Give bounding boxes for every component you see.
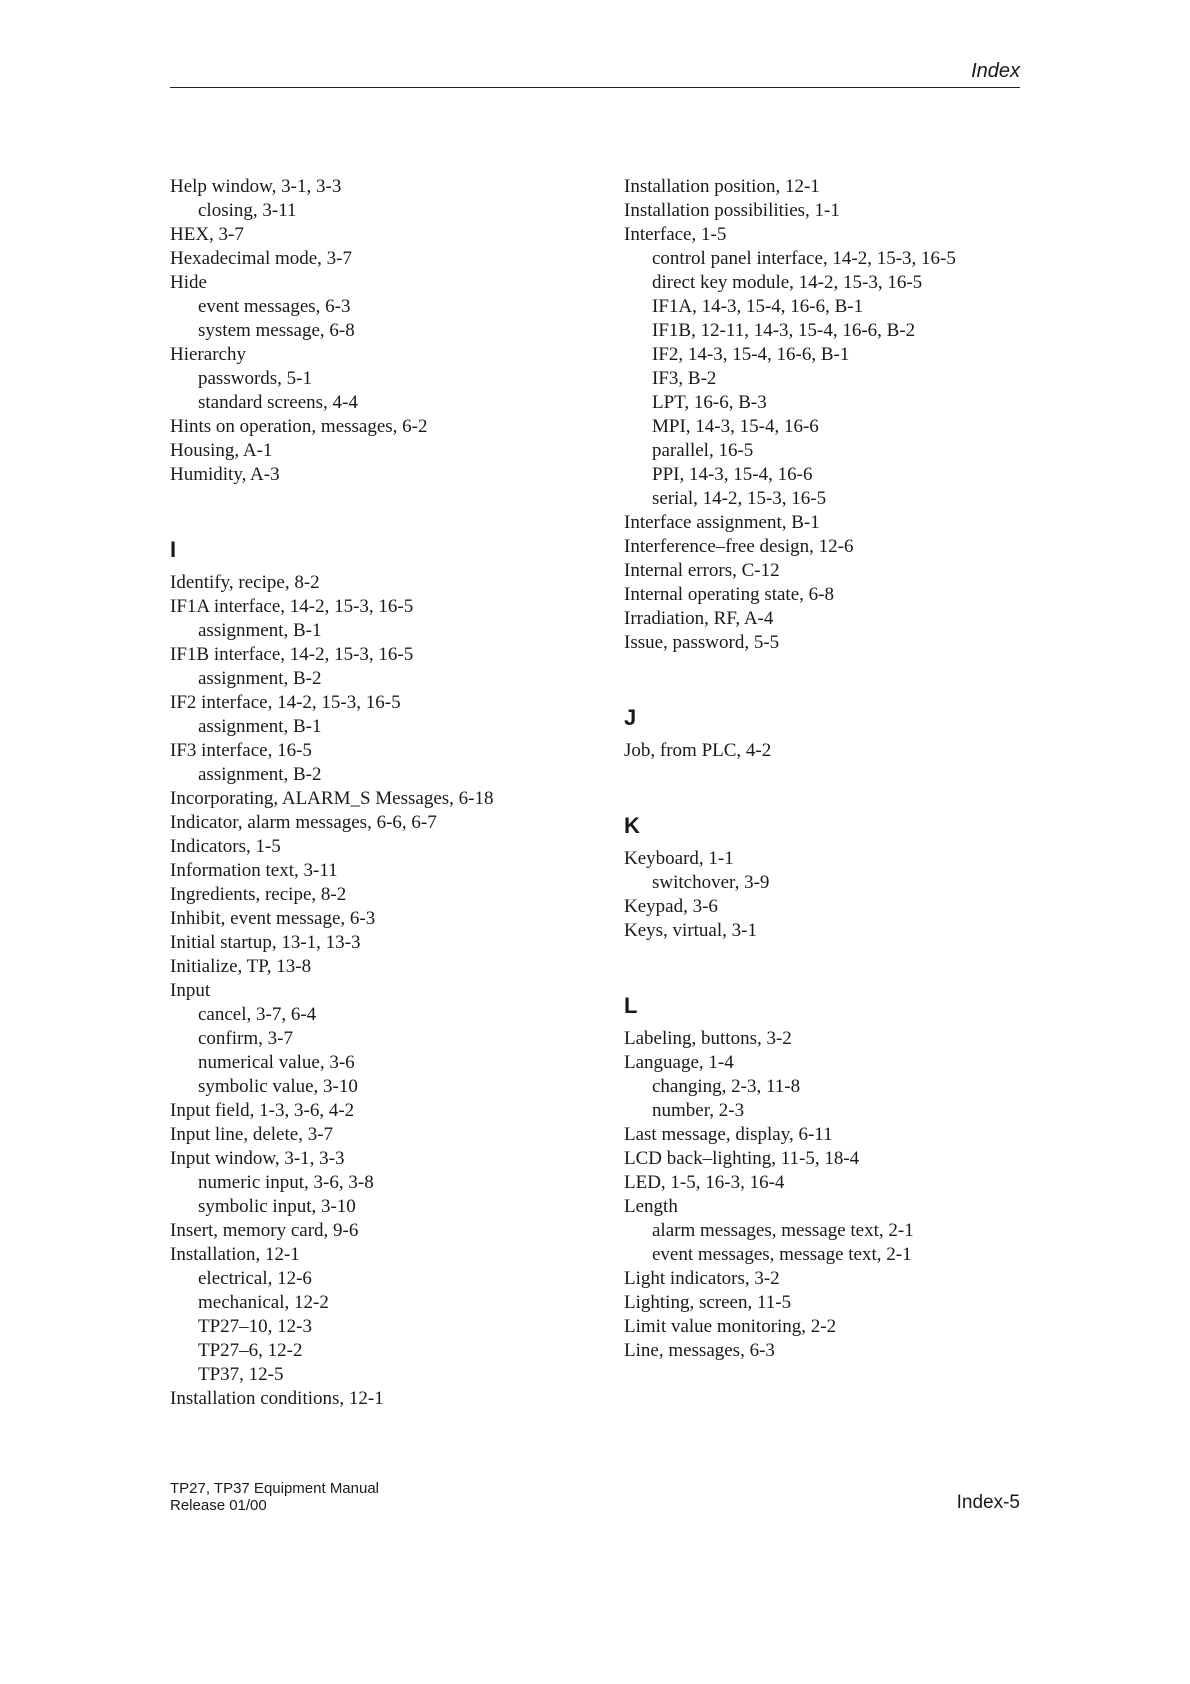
- index-subentry: direct key module, 14-2, 15-3, 16-5: [652, 272, 923, 293]
- index-entry: Installation, 12-1: [170, 1244, 300, 1265]
- index-subentry: numeric input, 3-6, 3-8: [198, 1172, 374, 1193]
- index-entry: Installation possibilities, 1-1: [624, 200, 840, 221]
- index-subentry: IF1B, 12-11, 14-3, 15-4, 16-6, B-2: [652, 320, 916, 341]
- index-entry: IF2 interface, 14-2, 15-3, 16-5: [170, 692, 401, 713]
- index-entry: Last message, display, 6-11: [624, 1124, 833, 1145]
- index-entry: Line, messages, 6-3: [624, 1340, 775, 1361]
- index-entry: Help window, 3-1, 3-3: [170, 176, 342, 197]
- index-entry: Information text, 3-11: [170, 860, 338, 881]
- index-entry: Input line, delete, 3-7: [170, 1124, 334, 1145]
- index-subentry: standard screens, 4-4: [198, 392, 358, 413]
- index-subentry: event messages, 6-3: [198, 296, 351, 317]
- index-entry: Hints on operation, messages, 6-2: [170, 416, 428, 437]
- index-entry: Keys, virtual, 3-1: [624, 920, 757, 941]
- index-subentry: IF2, 14-3, 15-4, 16-6, B-1: [652, 344, 850, 365]
- section-gap: [170, 487, 590, 535]
- index-entry: IF3 interface, 16-5: [170, 740, 312, 761]
- header-rule: [170, 87, 1020, 88]
- index-entry: Indicators, 1-5: [170, 836, 281, 857]
- index-subentry: PPI, 14-3, 15-4, 16-6: [652, 464, 813, 485]
- index-entry: Input window, 3-1, 3-3: [170, 1148, 345, 1169]
- index-subentry: closing, 3-11: [198, 200, 297, 221]
- index-entry: Language, 1-4: [624, 1052, 734, 1073]
- index-subentry: LPT, 16-6, B-3: [652, 392, 767, 413]
- index-subentry: alarm messages, message text, 2-1: [652, 1220, 914, 1241]
- footer-manual-title: TP27, TP37 Equipment Manual: [170, 1480, 380, 1497]
- index-entry: Keyboard, 1-1: [624, 848, 734, 869]
- section-gap: [624, 655, 1044, 703]
- index-entry: Internal operating state, 6-8: [624, 584, 834, 605]
- index-subentry: changing, 2-3, 11-8: [652, 1076, 801, 1097]
- index-subentry: symbolic input, 3-10: [198, 1196, 356, 1217]
- index-entry: Interference–free design, 12-6: [624, 536, 854, 557]
- index-subentry: switchover, 3-9: [652, 872, 770, 893]
- index-entry: Housing, A-1: [170, 440, 273, 461]
- index-entry: Hide: [170, 272, 207, 293]
- index-entry: Keypad, 3-6: [624, 896, 718, 917]
- index-column-right: [624, 175, 1044, 1363]
- index-subentry: serial, 14-2, 15-3, 16-5: [652, 488, 827, 509]
- running-header: Index: [971, 60, 1020, 82]
- index-subentry: event messages, message text, 2-1: [652, 1244, 912, 1265]
- index-subentry: parallel, 16-5: [652, 440, 754, 461]
- index-subentry: TP27–6, 12-2: [198, 1340, 303, 1361]
- index-entry: Interface assignment, B-1: [624, 512, 820, 533]
- index-subentry: IF3, B-2: [652, 368, 717, 389]
- index-entry: Indicator, alarm messages, 6-6, 6-7: [170, 812, 437, 833]
- index-entry: IF1A interface, 14-2, 15-3, 16-5: [170, 596, 414, 617]
- index-entry: Interface, 1-5: [624, 224, 727, 245]
- index-letter-heading: I: [170, 537, 177, 562]
- footer-release: Release 01/00: [170, 1497, 267, 1514]
- index-entry: Identify, recipe, 8-2: [170, 572, 320, 593]
- index-column-left: [170, 175, 590, 1411]
- index-entry: Input field, 1-3, 3-6, 4-2: [170, 1100, 355, 1121]
- index-entry: Insert, memory card, 9-6: [170, 1220, 359, 1241]
- index-subentry: system message, 6-8: [198, 320, 355, 341]
- index-subentry: TP37, 12-5: [198, 1364, 284, 1385]
- index-entry: Ingredients, recipe, 8-2: [170, 884, 347, 905]
- index-entry: Irradiation, RF, A-4: [624, 608, 774, 629]
- index-entry: Initial startup, 13-1, 13-3: [170, 932, 361, 953]
- index-subentry: assignment, B-2: [198, 668, 322, 689]
- index-letter-heading: J: [624, 705, 637, 730]
- index-subentry: assignment, B-2: [198, 764, 322, 785]
- index-entry: Job, from PLC, 4-2: [624, 740, 772, 761]
- section-gap: [624, 763, 1044, 811]
- index-entry: Internal errors, C-12: [624, 560, 780, 581]
- index-entry: Installation position, 12-1: [624, 176, 820, 197]
- index-entry: Incorporating, ALARM_S Messages, 6-18: [170, 788, 494, 809]
- index-entry: Hexadecimal mode, 3-7: [170, 248, 353, 269]
- index-entry: Hierarchy: [170, 344, 246, 365]
- index-entry: Humidity, A-3: [170, 464, 280, 485]
- index-entry: Length: [624, 1196, 678, 1217]
- index-entry: LCD back–lighting, 11-5, 18-4: [624, 1148, 860, 1169]
- index-entry: Lighting, screen, 11-5: [624, 1292, 792, 1313]
- index-subentry: assignment, B-1: [198, 716, 322, 737]
- index-entry: Light indicators, 3-2: [624, 1268, 780, 1289]
- index-letter-heading: L: [624, 993, 638, 1018]
- index-subentry: number, 2-3: [652, 1100, 745, 1121]
- index-entry: Inhibit, event message, 6-3: [170, 908, 376, 929]
- index-entry: Limit value monitoring, 2-2: [624, 1316, 837, 1337]
- footer-page-number: Index-5: [956, 1492, 1020, 1513]
- index-entry: Labeling, buttons, 3-2: [624, 1028, 792, 1049]
- index-entry: IF1B interface, 14-2, 15-3, 16-5: [170, 644, 414, 665]
- index-entry: Initialize, TP, 13-8: [170, 956, 312, 977]
- section-gap: [624, 943, 1044, 991]
- index-subentry: MPI, 14-3, 15-4, 16-6: [652, 416, 819, 437]
- index-subentry: assignment, B-1: [198, 620, 322, 641]
- index-subentry: cancel, 3-7, 6-4: [198, 1004, 317, 1025]
- index-entry: Input: [170, 980, 211, 1001]
- index-entry: LED, 1-5, 16-3, 16-4: [624, 1172, 785, 1193]
- footer-manual-info: [170, 1480, 379, 1514]
- index-subentry: TP27–10, 12-3: [198, 1316, 312, 1337]
- index-subentry: IF1A, 14-3, 15-4, 16-6, B-1: [652, 296, 864, 317]
- index-letter-heading: K: [624, 813, 640, 838]
- index-subentry: electrical, 12-6: [198, 1268, 312, 1289]
- index-entry: Issue, password, 5-5: [624, 632, 780, 653]
- index-subentry: control panel interface, 14-2, 15-3, 16-5: [652, 248, 956, 269]
- index-subentry: mechanical, 12-2: [198, 1292, 329, 1313]
- index-entry: Installation conditions, 12-1: [170, 1388, 384, 1409]
- index-entry: HEX, 3-7: [170, 224, 244, 245]
- index-subentry: symbolic value, 3-10: [198, 1076, 358, 1097]
- index-subentry: confirm, 3-7: [198, 1028, 293, 1049]
- index-subentry: numerical value, 3-6: [198, 1052, 355, 1073]
- index-subentry: passwords, 5-1: [198, 368, 312, 389]
